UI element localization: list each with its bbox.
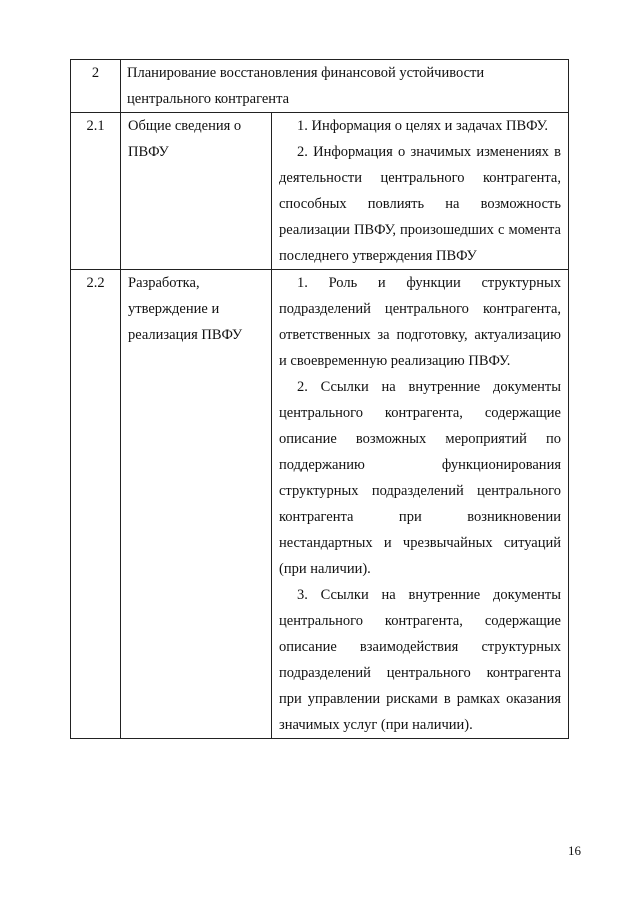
topic-line: утверждение и [128,301,220,317]
row-number: 2 [71,60,121,113]
row-description [272,113,569,270]
description-item: 2. Информация о значимых изменениях в деятельности центрального контрагента, способных повлиять на возможность реализации ПВФУ, произошедших с момента последнего утверждения ПВФУ [279,144,561,264]
section-title: Планирование восстановления финансовой устойчивости центрального контрагента [121,60,569,113]
table-row [71,113,569,270]
description-item: 3. Ссылки на внутренние документы центрального контрагента, содержащие описание взаимодействия структурных подразделений центрального контрагента при управлении рисками в рамках оказания значимых услуг (при наличии). [279,587,561,733]
row-topic: Общие сведения о ПВФУ [121,113,272,270]
description-item: 2. Ссылки на внутренние документы центрального контрагента, содержащие описание возможных мероприятий по поддержанию функционирования структурных подразделений центрального контрагента при возникновении нестандартных и чрезвычайных ситуаций (при наличии). [279,379,561,577]
row-number: 2.2 [71,270,121,739]
page-number: 16 [568,843,581,858]
topic-line: Разработка, [128,275,200,291]
row-number: 2.1 [71,113,121,270]
table-row [71,60,569,113]
row-description [272,270,569,739]
description-item: 1. Роль и функции структурных подразделений центрального контрагента, ответственных за подготовку, актуализацию и своевременную реализацию ПВФУ. [279,275,561,369]
row-topic [121,270,272,739]
requirements-table [70,59,569,739]
table-row [71,270,569,739]
description-item: 1. Информация о целях и задачах ПВФУ. [297,118,548,134]
topic-line: реализация ПВФУ [128,327,243,343]
